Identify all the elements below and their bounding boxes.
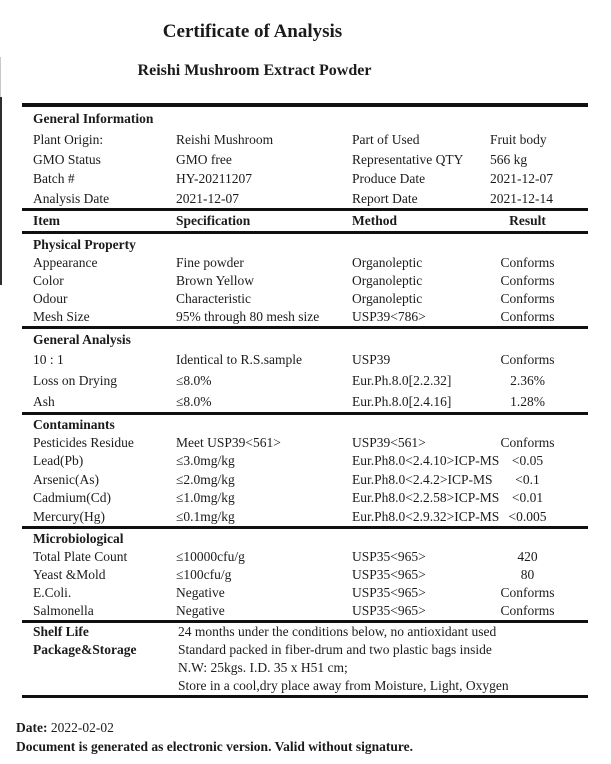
method-cell: Organoleptic	[352, 255, 423, 270]
specification-cell: Negative	[176, 584, 225, 600]
storage-text: Standard packed in fiber-drum and two plastic bags inside	[178, 641, 492, 657]
table-row	[22, 308, 588, 326]
item-cell: Loss on Drying	[33, 373, 117, 388]
method-cell: Organoleptic	[352, 273, 423, 288]
specification-cell: Meet USP39<561>	[176, 435, 281, 450]
info-label: Plant Origin:	[33, 132, 104, 147]
specification-cell: ≤1.0mg/kg	[176, 490, 235, 506]
column-header-method: Method	[352, 213, 397, 228]
date-value: 2022-02-02	[50, 719, 114, 735]
info-label: Produce Date	[352, 171, 426, 186]
date-label: Date:	[16, 719, 48, 735]
method-cell: Eur.Ph8.0<2.4.2>ICP-MS	[352, 471, 493, 487]
specification-cell: ≤3.0mg/kg	[176, 453, 235, 469]
table-row	[22, 489, 588, 507]
storage-text: N.W: 25kgs. I.D. 35 x H51 cm;	[178, 659, 348, 675]
item-cell: Pesticides Residue	[33, 435, 134, 450]
product-name: Reishi Mushroom Extract Powder	[137, 62, 372, 79]
specification-cell: Identical to R.S.sample	[176, 352, 302, 367]
section-heading-physical-property: Physical Property	[33, 237, 136, 252]
info-label: Representative QTY	[352, 151, 464, 167]
method-cell: Eur.Ph.8.0[2.4.16]	[352, 394, 452, 409]
info-value: 2021-12-07	[490, 171, 553, 186]
specification-cell: Brown Yellow	[176, 273, 255, 288]
method-cell: USP35<965>	[352, 584, 426, 600]
table-row	[22, 548, 588, 566]
item-cell: Mesh Size	[33, 309, 90, 324]
table-row	[22, 471, 588, 489]
section-heading-microbiological: Microbiological	[33, 530, 124, 546]
specification-cell: 95% through 80 mesh size	[176, 309, 320, 324]
info-value: 2021-12-14	[490, 190, 553, 206]
item-cell: Cadmium(Cd)	[33, 490, 111, 506]
general-info-row	[22, 130, 588, 150]
table-row	[22, 566, 588, 584]
item-cell: Total Plate Count	[33, 548, 128, 564]
method-cell: USP39<786>	[352, 309, 426, 324]
section-heading-general-analysis: General Analysis	[33, 332, 131, 347]
specification-cell: Fine powder	[176, 255, 244, 270]
info-value: Reishi Mushroom	[176, 132, 274, 147]
result-cell: Conforms	[500, 602, 555, 618]
storage-text: 24 months under the conditions below, no antioxidant used	[178, 623, 497, 639]
scan-artifact-line	[0, 97, 2, 285]
item-cell: E.Coli.	[33, 584, 72, 600]
specification-cell: ≤2.0mg/kg	[176, 471, 235, 487]
general-info-row	[22, 150, 588, 170]
section-heading-general-information: General Information	[33, 111, 154, 126]
section-microbiological	[22, 529, 588, 620]
method-cell: USP39	[352, 352, 391, 367]
result-cell: Conforms	[500, 255, 555, 270]
result-cell: <0.01	[511, 490, 544, 506]
storage-label: Shelf Life	[33, 623, 89, 639]
storage-label	[22, 677, 176, 695]
item-cell: Ash	[33, 394, 55, 409]
info-value: HY-20211207	[176, 171, 252, 186]
storage-row	[22, 623, 588, 641]
certificate-table	[22, 103, 588, 698]
issue-date-line	[16, 718, 611, 737]
table-row	[22, 290, 588, 308]
method-cell: USP39<561>	[352, 435, 426, 450]
section-shelf-life-storage	[22, 623, 588, 695]
storage-label	[22, 659, 176, 677]
specification-cell: Negative	[176, 602, 225, 618]
table-row	[22, 391, 588, 412]
item-cell: Odour	[33, 291, 68, 306]
info-value: 566 kg	[490, 151, 528, 167]
info-value: GMO free	[176, 151, 232, 167]
item-cell: Color	[33, 273, 64, 288]
info-label: Part of Used	[352, 132, 420, 147]
storage-row	[22, 641, 588, 659]
result-cell: <0.05	[511, 453, 544, 469]
section-heading-contaminants: Contaminants	[33, 417, 115, 432]
specification-cell: ≤0.1mg/kg	[176, 508, 235, 524]
result-cell: <0.1	[515, 471, 540, 487]
item-cell: Salmonella	[33, 602, 94, 618]
column-header-result: Result	[509, 213, 546, 228]
section-general-analysis	[22, 329, 588, 412]
result-cell: <0.005	[508, 508, 547, 524]
table-row	[22, 349, 588, 370]
document-title: Certificate of Analysis	[162, 21, 343, 42]
table-row	[22, 602, 588, 620]
storage-row	[22, 659, 588, 677]
item-cell: Lead(Pb)	[33, 453, 84, 469]
table-row	[22, 452, 588, 470]
specification-cell: Characteristic	[176, 291, 251, 306]
result-cell: Conforms	[500, 273, 555, 288]
specification-cell: ≤8.0%	[176, 394, 212, 409]
result-cell: 2.36%	[510, 373, 545, 388]
result-cell: Conforms	[500, 584, 555, 600]
table-row	[22, 254, 588, 272]
table-row	[22, 370, 588, 391]
info-label: Analysis Date	[33, 190, 110, 206]
info-label: Batch #	[33, 171, 75, 186]
document-footer	[16, 718, 611, 756]
method-cell: USP35<965>	[352, 548, 426, 564]
result-cell: 420	[517, 548, 538, 564]
method-cell: Eur.Ph8.0<2.2.58>ICP-MS	[352, 490, 500, 506]
scan-artifact-faint	[0, 57, 1, 97]
result-cell: Conforms	[500, 309, 555, 324]
result-cell: Conforms	[500, 352, 555, 367]
method-cell: Eur.Ph8.0<2.9.32>ICP-MS	[352, 508, 500, 524]
item-cell: 10 : 1	[33, 352, 64, 367]
method-cell: Eur.Ph8.0<2.4.10>ICP-MS	[352, 453, 500, 469]
result-cell: Conforms	[500, 291, 555, 306]
column-header-specification: Specification	[176, 213, 251, 228]
table-row	[22, 434, 588, 452]
storage-text: Store in a cool,dry place away from Moisture, Light, Oxygen	[178, 677, 509, 693]
specification-cell: ≤8.0%	[176, 373, 212, 388]
horizontal-rule	[22, 695, 588, 698]
info-value: Fruit body	[490, 132, 547, 147]
result-cell: Conforms	[500, 435, 555, 450]
general-info-row	[22, 169, 588, 189]
info-label: GMO Status	[33, 151, 101, 167]
general-info-row	[22, 189, 588, 209]
storage-label: Package&Storage	[33, 641, 137, 657]
storage-row	[22, 677, 588, 695]
method-cell: USP35<965>	[352, 566, 426, 582]
info-label: Report Date	[352, 190, 418, 206]
item-cell: Appearance	[33, 255, 98, 270]
item-cell: Yeast &Mold	[33, 566, 106, 582]
section-contaminants	[22, 415, 588, 526]
result-cell: 80	[520, 566, 535, 582]
table-header-row	[22, 211, 588, 231]
item-cell: Mercury(Hg)	[33, 508, 105, 524]
section-physical-property	[22, 234, 588, 326]
column-header-item: Item	[33, 213, 60, 228]
item-cell: Arsenic(As)	[33, 471, 99, 487]
electronic-version-note: Document is generated as electronic version. Valid without signature.	[16, 738, 413, 754]
table-row	[22, 584, 588, 602]
method-cell: Eur.Ph.8.0[2.2.32]	[352, 373, 452, 388]
info-value: 2021-12-07	[176, 190, 239, 206]
method-cell: USP35<965>	[352, 602, 426, 618]
specification-cell: ≤100cfu/g	[176, 566, 232, 582]
method-cell: Organoleptic	[352, 291, 423, 306]
result-cell: 1.28%	[510, 394, 545, 409]
table-row	[22, 272, 588, 290]
specification-cell: ≤10000cfu/g	[176, 548, 245, 564]
table-row	[22, 508, 588, 526]
